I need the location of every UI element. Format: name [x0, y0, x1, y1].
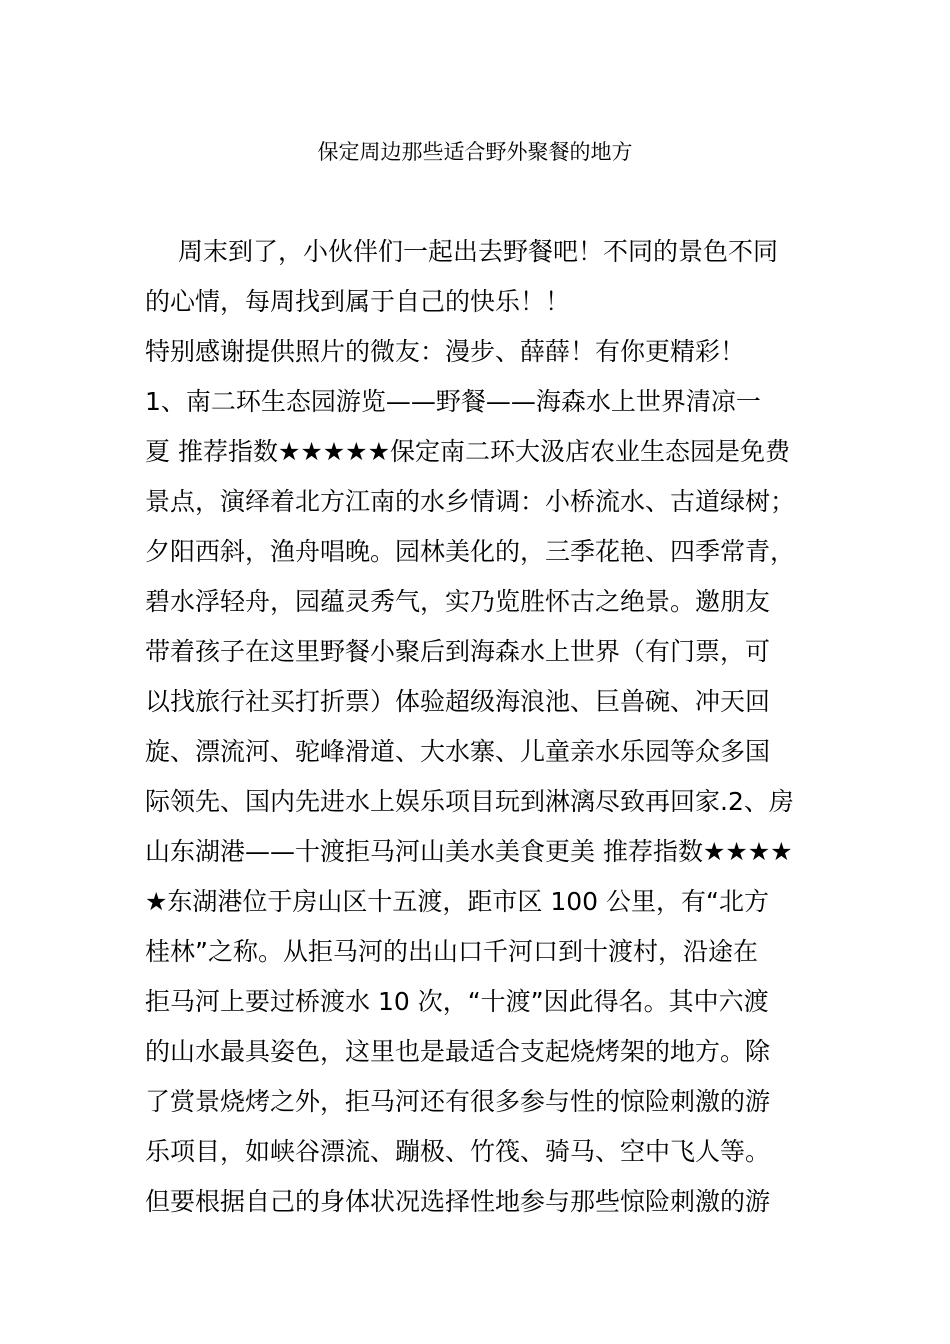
paragraph-line: 际领先、国内先进水上娱乐项目玩到淋漓尽致再回家.2、房	[145, 787, 794, 816]
paragraph-line: 夏 推荐指数★★★★★保定南二环大汲店农业生态园是免费	[145, 437, 791, 466]
paragraph-line: 夕阳西斜，渔舟唱晚。园林美化的，三季花艳、四季常青，	[145, 537, 796, 566]
paragraph-line: 周末到了，小伙伴们一起出去野餐吧！不同的景色不同	[178, 237, 779, 266]
paragraph-line: 了赏景烧烤之外，拒马河还有很多参与性的惊险刺激的游	[145, 1087, 771, 1116]
document-body	[145, 227, 810, 1227]
paragraph-line: 带着孩子在这里野餐小聚后到海森水上世界（有门票，可	[145, 637, 771, 666]
paragraph-line: 桂林”之称。从拒马河的出山口千河口到十渡村，沿途在	[145, 937, 758, 966]
paragraph-line: 景点，演绎着北方江南的水乡情调：小桥流水、古道绿树；	[145, 487, 796, 516]
paragraph-line: 旋、漂流河、驼峰滑道、大水寨、儿童亲水乐园等众多国	[145, 737, 771, 766]
document-title: 保定周边那些适合野外聚餐的地方	[317, 140, 633, 164]
paragraph-line: 特别感谢提供照片的微友：漫步、薛薛！有你更精彩！	[145, 337, 746, 366]
paragraph-line: 碧水浮轻舟，园蕴灵秀气，实乃览胜怀古之绝景。邀朋友	[145, 587, 771, 616]
paragraph-line: 以找旅行社买打折票）体验超级海浪池、巨兽碗、冲天回	[145, 687, 771, 716]
paragraph-line: 乐项目，如峡谷漂流、蹦极、竹筏、骑马、空中飞人等。	[145, 1137, 771, 1166]
paragraph-line: 山东湖港——十渡拒马河山美水美食更美 推荐指数★★★★	[145, 837, 793, 866]
paragraph-line: 的心情，每周找到属于自己的快乐！！	[145, 287, 571, 316]
paragraph-line: 但要根据自己的身体状况选择性地参与那些惊险刺激的游	[145, 1187, 771, 1216]
paragraph-line: 1、南二环生态园游览——野餐——海森水上世界清凉一	[145, 387, 761, 416]
paragraph-line: 拒马河上要过桥渡水 10 次，“十渡”因此得名。其中六渡	[145, 987, 769, 1016]
paragraph-line: ★东湖港位于房山区十五渡，距市区 100 公里，有“北方	[145, 887, 769, 916]
paragraph-line: 的山水最具姿色，这里也是最适合支起烧烤架的地方。除	[145, 1037, 771, 1066]
